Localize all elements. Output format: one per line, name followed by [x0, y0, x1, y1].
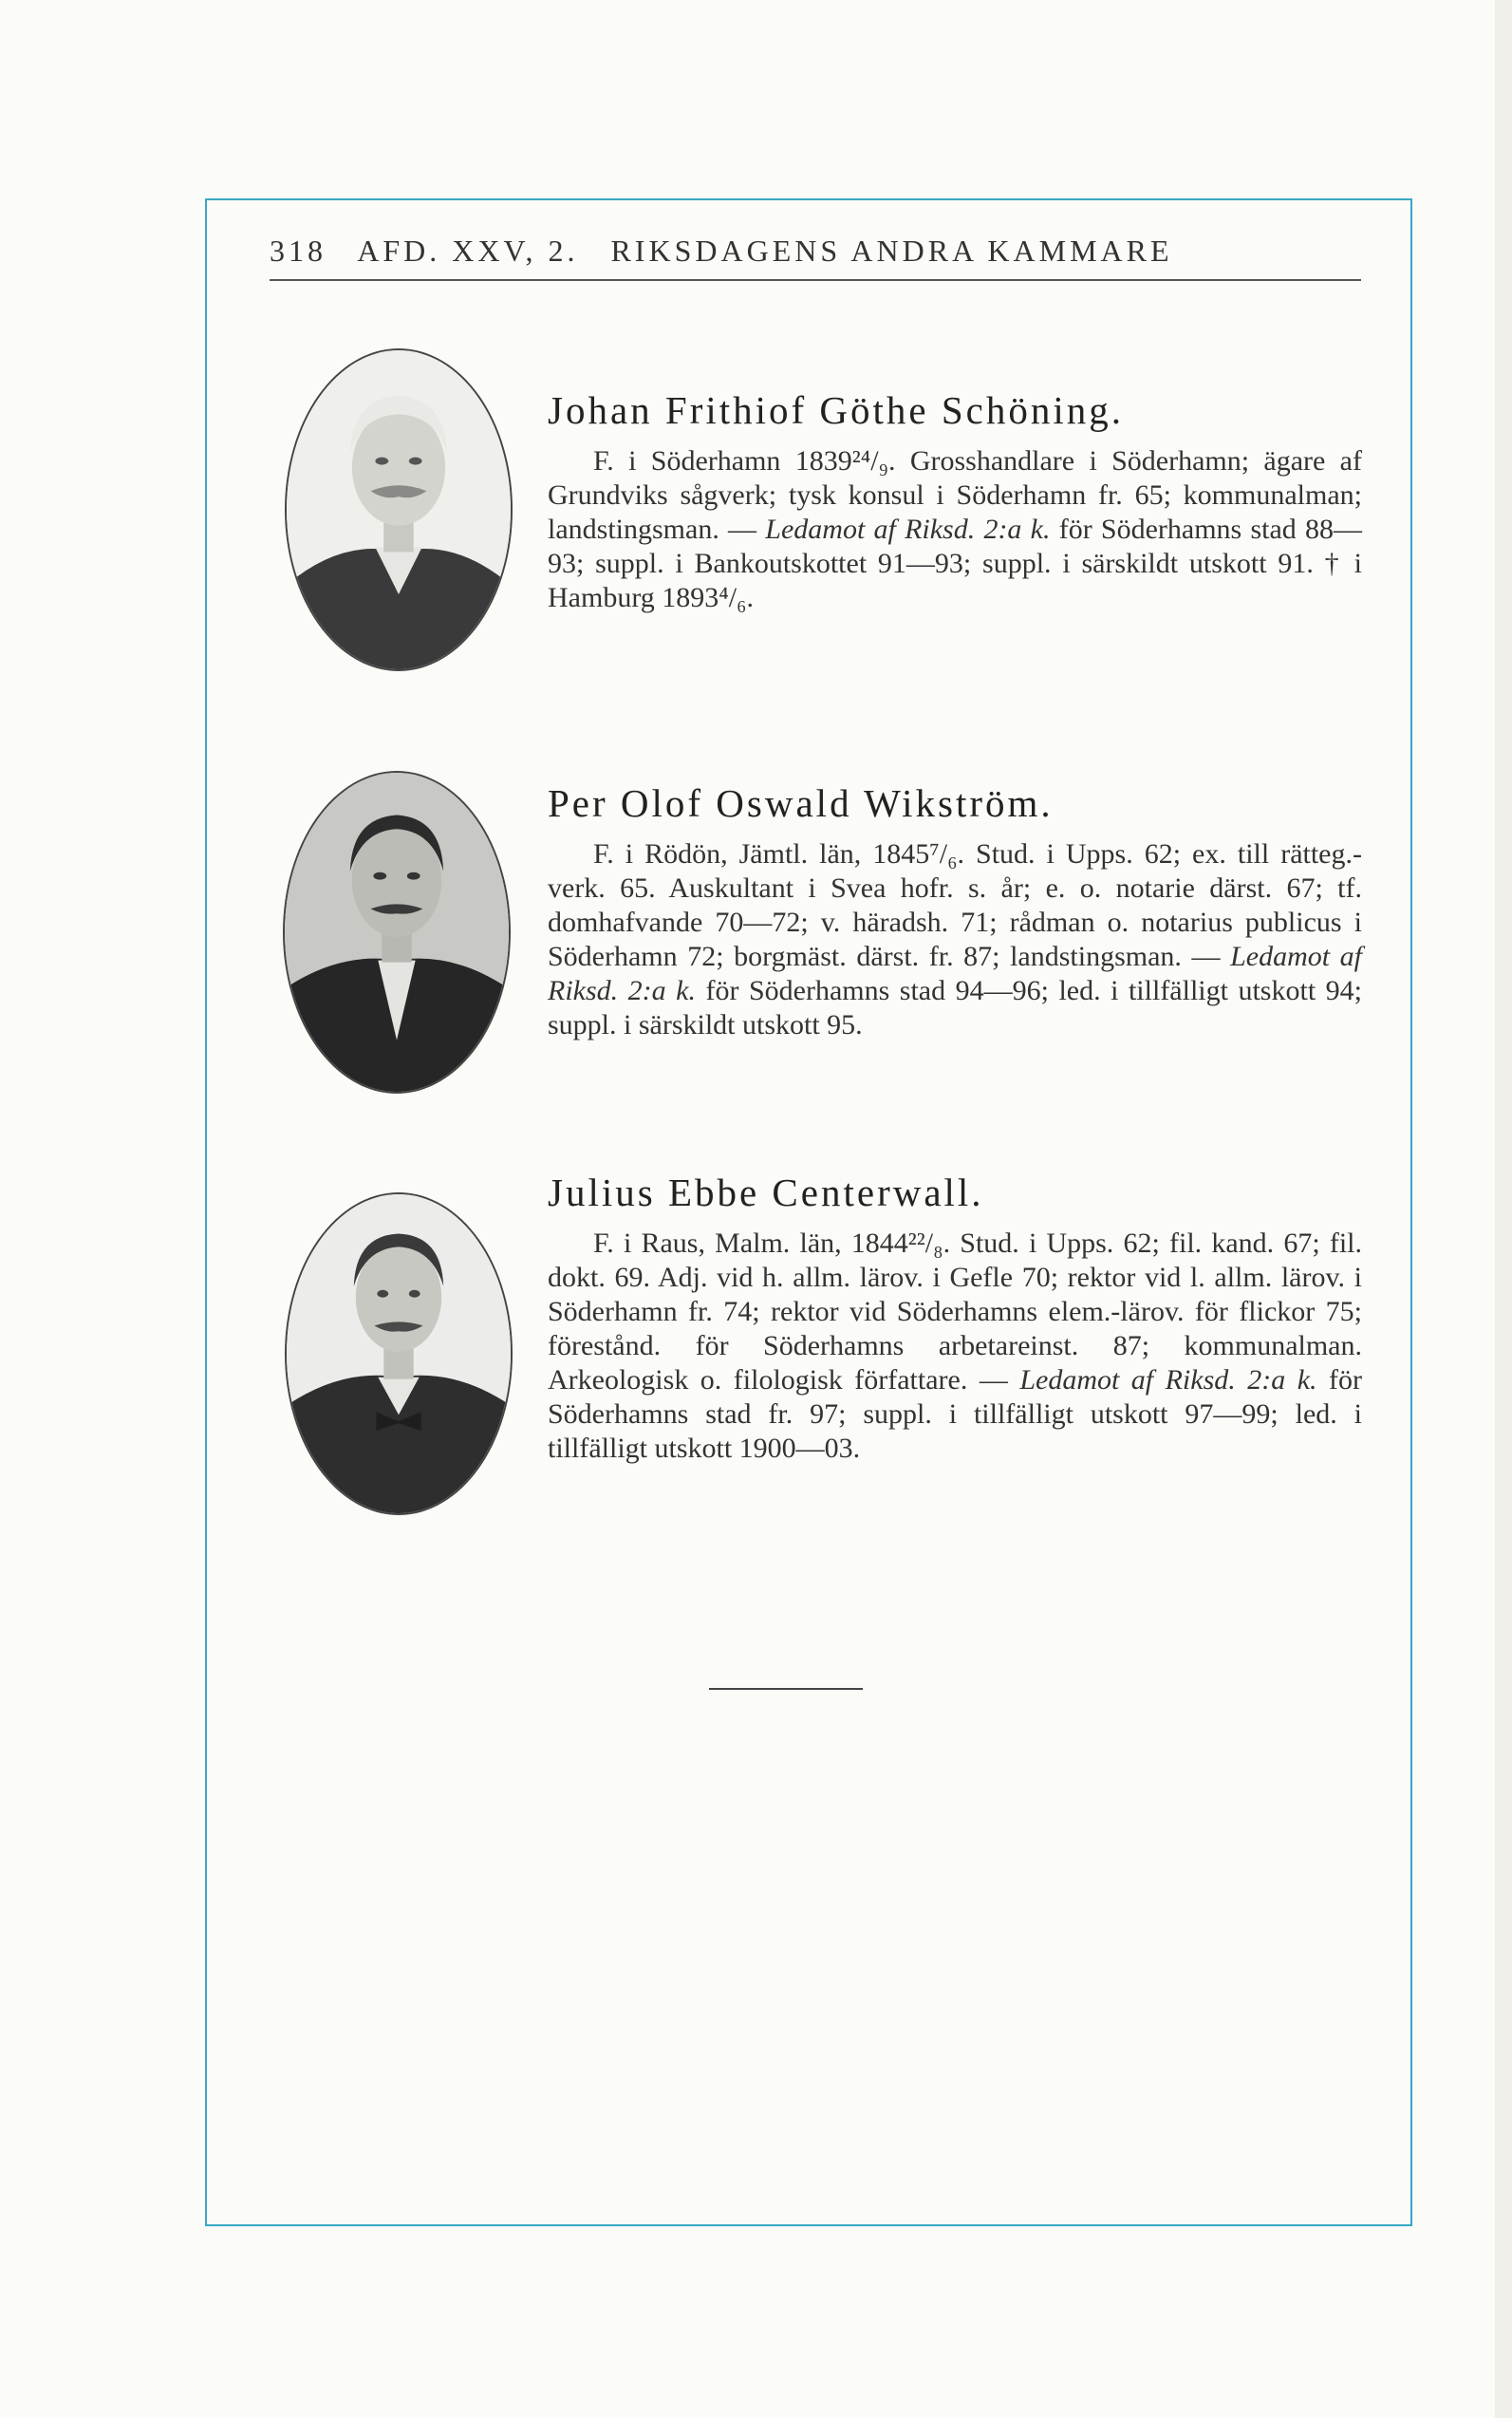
- bio-text: för Söderhamns stad fr. 97; suppl. i tillfälligt utskott 97—99; led. i tillfälligt utskott 1900—03.: [548, 1364, 1362, 1464]
- page-number: 318: [270, 234, 327, 268]
- page-edge: [1495, 0, 1512, 2418]
- bio-text: F. i Rödön, Jämtl. län, 1845⁷/₆. Stud. i Upps. 62; ex. till rätteg.-verk. 65. Auskultant i Svea hofr. s. år; e. o. notarie därst. 67; tf. domhafvande 70—72; v. häradsh. 71; rådman o. notarius publicus i Söderhamn 72; borgmäst. därst. fr. 87; landstingsman. —: [548, 838, 1362, 972]
- bio-text: för Söderhamns stad 88—93; suppl. i Bankoutskottet 91—93; suppl. i särskildt utskott 91. † i Hamburg 1893⁴/₆.: [548, 514, 1363, 613]
- biography: [548, 837, 1362, 1042]
- header-rule: [270, 279, 1361, 281]
- person-name: Per Olof Oswald Wikström.: [548, 781, 1054, 825]
- portrait-wikstrom: [283, 771, 511, 1094]
- biography: [548, 444, 1362, 615]
- bio-italic: Ledamot af Riksd. 2:a k.: [1019, 1364, 1317, 1396]
- section-label: AFD. XXV, 2.: [357, 234, 579, 268]
- person-name: Julius Ebbe Centerwall.: [548, 1171, 984, 1214]
- header-title: RIKSDAGENS ANDRA KAMMARE: [610, 234, 1173, 268]
- entry-schoning: [548, 387, 1362, 615]
- entry-centerwall: [548, 1170, 1362, 1466]
- end-rule: [709, 1688, 863, 1690]
- bio-italic: Ledamot af Riksd. 2:a k.: [548, 941, 1362, 1006]
- portrait-centerwall: [285, 1192, 513, 1515]
- entry-wikstrom: [548, 780, 1362, 1042]
- bio-italic: Ledamot af Riksd. 2:a k.: [765, 514, 1051, 545]
- portrait-schoning: [285, 348, 513, 671]
- bio-text: F. i Raus, Malm. län, 1844²²/₈. Stud. i Upps. 62; fil. kand. 67; fil. dokt. 69. Adj. vid h. allm. lärov. i Gefle 70; rektor vid l. allm. lärov. i Söderhamn fr. 74; rektor vid Söderhamns elem.-lärov. för flickor 75; förestånd. för Söderhamns arbetareinst. 87; kommunalman. Arkeologisk o. filologisk författare. —: [548, 1228, 1362, 1396]
- person-name: Johan Frithiof Göthe Schöning.: [548, 388, 1125, 432]
- bio-text: F. i Söderhamn 1839²⁴/₉. Grosshandlare i Söderhamn; ägare af Grundviks sågverk; tysk konsul i Söderhamn fr. 65; kommunalman; landstingsman. —: [548, 445, 1362, 545]
- biography: [548, 1227, 1362, 1466]
- bio-text: för Söderhamns stad 94—96; led. i tillfälligt utskott 94; suppl. i särskildt utskott 95.: [548, 975, 1362, 1040]
- running-header: [270, 234, 1361, 281]
